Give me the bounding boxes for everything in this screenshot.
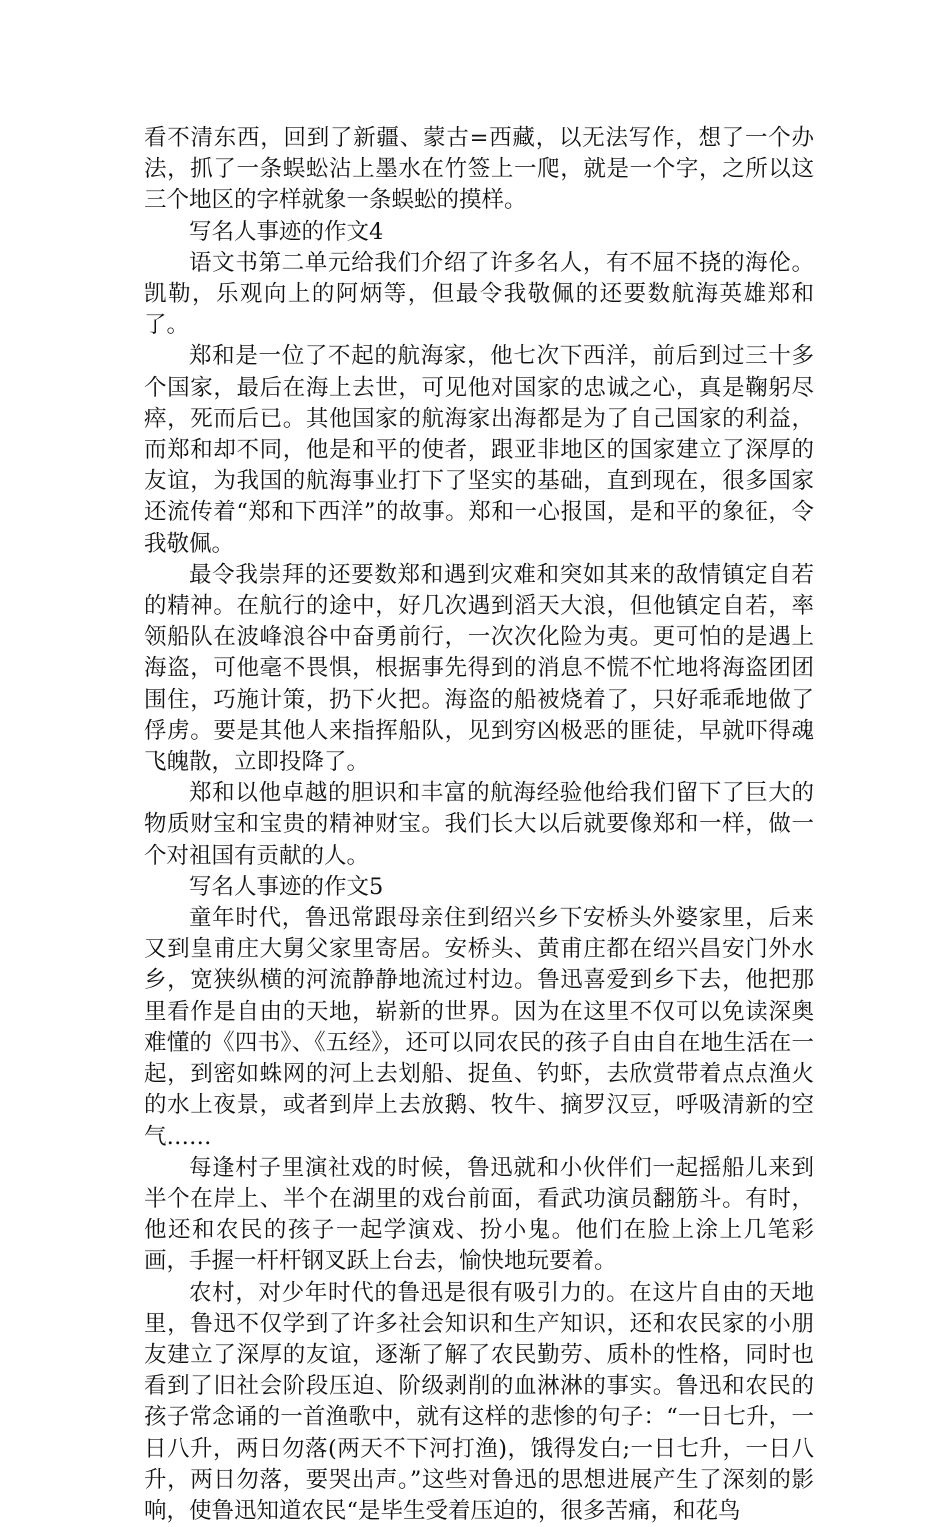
paragraph-2: 语文书第二单元给我们介绍了许多名人，有不屈不挠的海伦。凯勒，乐观向上的阿炳等，但最令我敬佩的还要数航海英雄郑和了。 <box>144 249 814 339</box>
paragraph-1: 看不清东西，回到了新疆、蒙古=西藏，以无法写作，想了一个办法，抓了一条蜈蚣沾上墨水在竹签上一爬，就是一个字，之所以这三个地区的字样就象一条蜈蚣的摸样。 <box>144 125 814 214</box>
section-heading-4: 写名人事迹的作文4 <box>189 218 384 245</box>
paragraph-5: 郑和以他卓越的胆识和丰富的航海经验他给我们留下了巨大的物质财宝和宝贵的精神财宝。我们长大以后就要像郑和一样，做一个对祖国有贡献的人。 <box>144 780 814 869</box>
paragraph-3: 郑和是一位了不起的航海家，他七次下西洋，前后到过三十多个国家，最后在海上去世，可见他对国家的忠诚之心，真是鞠躬尽瘁，死而后已。其他国家的航海家出海都是为了自己国家的利益，而郑和却不同，他是和平的使者，跟亚非地区的国家建立了深厚的友谊，为我国的航海事业打下了坚实的基础，直到现在，很多国家还流传着“郑和下西洋”的故事。郑和一心报国，是和平的象征，令我敬佩。 <box>144 343 814 557</box>
paragraph-8: 农村，对少年时代的鲁迅是很有吸引力的。在这片自由的天地里，鲁迅不仅学到了许多社会知识和生产知识，还和农民家的小朋友建立了深厚的友谊，逐渐了解了农民勤劳、质朴的性格，同时也看到了旧社会阶段压迫、阶级剥削的血淋淋的事实。鲁迅和农民的孩子常念诵的一首渔歌中，就有这样的悲惨的句子：“一日七升，一日八升，两日勿落(两天不下河打渔)，饿得发白;一日七升，一日八升，两日勿落，要哭出声。”这些对鲁迅的思想进展产生了深刻的影响，使鲁迅知道农民“是毕生受着压迫的，很多苦痛，和花鸟 <box>144 1279 814 1524</box>
section-heading-5: 写名人事迹的作文5 <box>189 873 384 900</box>
paragraph-6: 童年时代，鲁迅常跟母亲住到绍兴乡下安桥头外婆家里，后来又到皇甫庄大舅父家里寄居。安桥头、黄甫庄都在绍兴昌安门外水乡，宽狭纵横的河流静静地流过村边。鲁迅喜爱到乡下去，他把那里看作是自由的天地，崭新的世界。因为在这里不仅可以免读深奥难懂的《四书》、《五经》，还可以同农民的孩子自由自在地生活在一起，到密如蛛网的河上去划船、捉鱼、钓虾，去欣赏带着点点渔火的水上夜景，或者到岸上去放鹅、牧牛、摘罗汉豆，呼吸清新的空气…… <box>144 905 814 1150</box>
paragraph-7: 每逢村子里演社戏的时候，鲁迅就和小伙伴们一起摇船儿来到半个在岸上、半个在湖里的戏台前面，看武功演员翻筋斗。有时，他还和农民的孩子一起学演戏、扮小鬼。他们在脸上涂上几笔彩画，手握一杆杆钢叉跃上台去，愉快地玩要着。 <box>144 1154 814 1275</box>
paragraph-4: 最令我崇拜的还要数郑和遇到灾难和突如其来的敌情镇定自若的精神。在航行的途中，好几次遇到滔天大浪，但他镇定自若，率领船队在波峰浪谷中奋勇前行，一次次化险为夷。更可怕的是遇上海盗，可他毫不畏惧，根据事先得到的消息不慌不忙地将海盗团团围住，巧施计策，扔下火把。海盗的船被烧着了，只好乖乖地做了俘虏。要是其他人来指挥船队，见到穷凶极恶的匪徒，早就吓得魂飞魄散，立即投降了。 <box>144 561 814 776</box>
document-body <box>144 123 814 1527</box>
